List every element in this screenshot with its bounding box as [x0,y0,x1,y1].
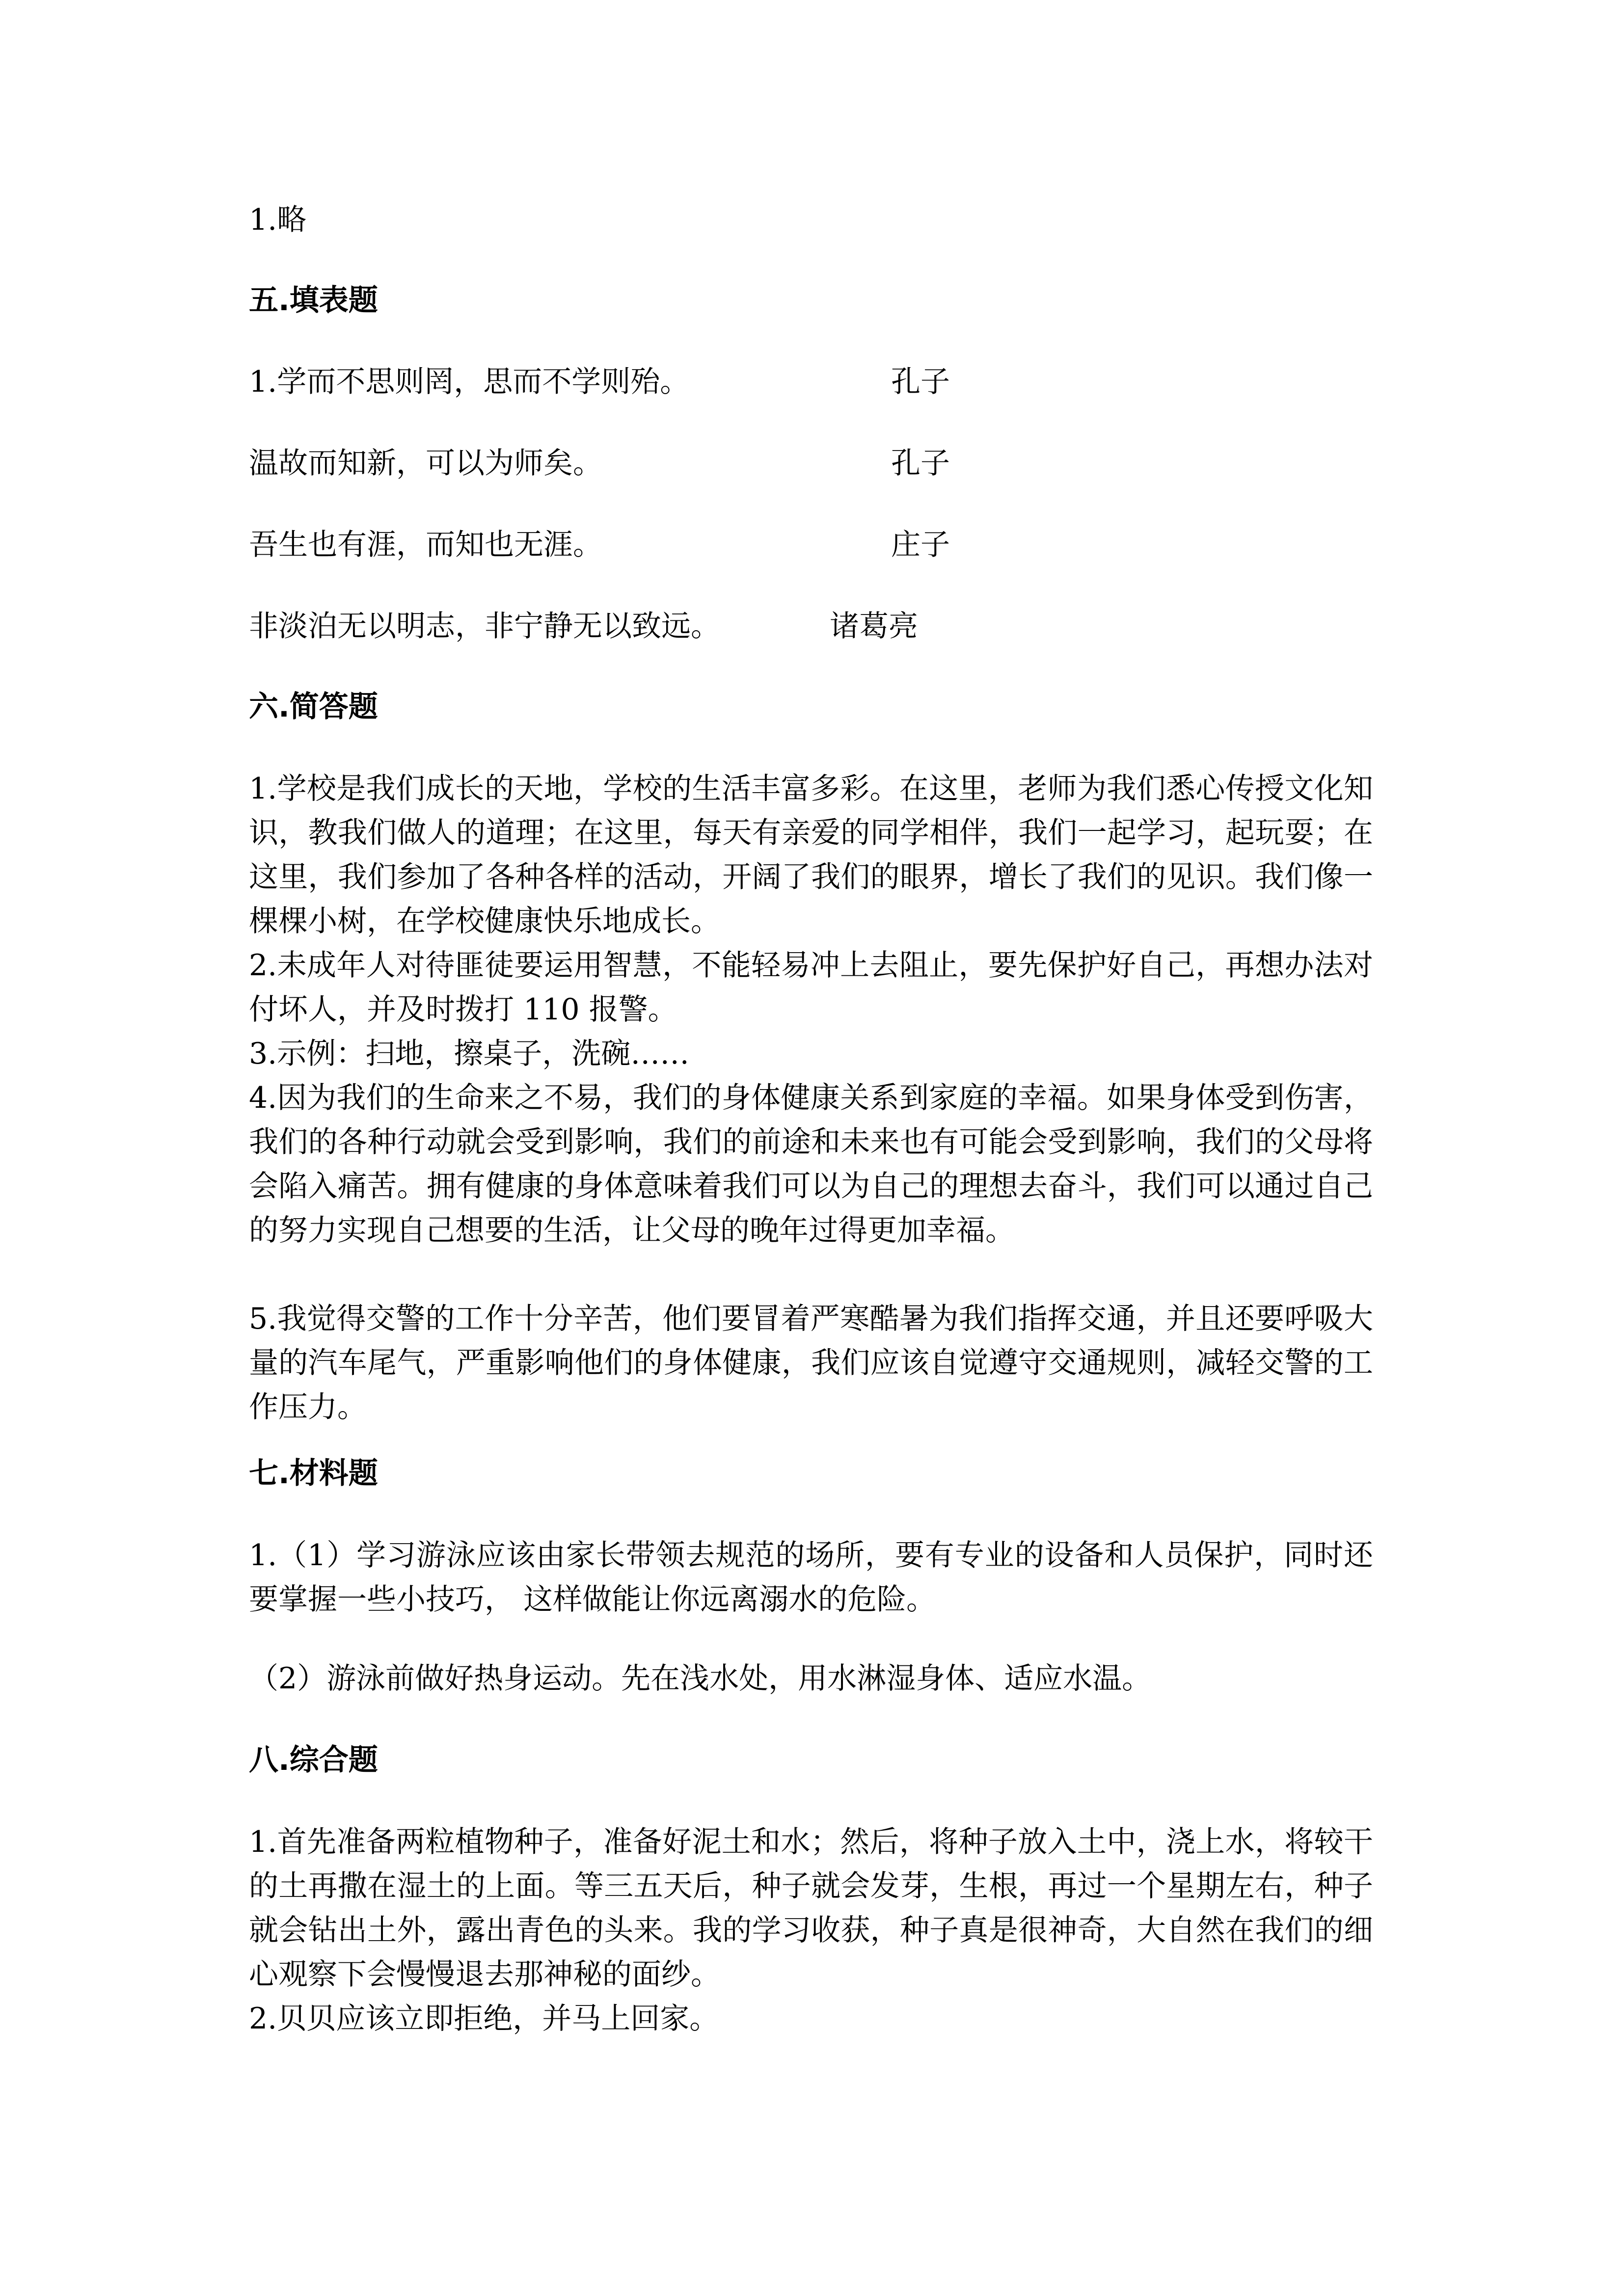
short-answer-4: 4.因为我们的生命来之不易，我们的身体健康关系到家庭的幸福。如果身体受到伤害，我们的各种行动就会受到影响，我们的前途和未来也有可能会受到影响，我们的父母将会陷入痛苦。拥有健康的身体意味着我们可以为自己的理想去奋斗，我们可以通过自己的努力实现自己想要的生活，让父母的晚年过得更加幸福。 [249,1081,1373,1248]
section-5-heading: 五.填表题 [249,283,378,318]
table-row-author: 庄子 [891,528,950,562]
material-answer-1: 1.（1）学习游泳应该由家长带领去规范的场所，要有专业的设备和人员保护，同时还要掌握一些小技巧， 这样做能让你远离溺水的危险。 [249,1538,1373,1617]
section-6-heading: 六.简答题 [249,690,378,724]
table-row-quote: 温故而知新，可以为师矣。 [249,446,602,481]
section-7-heading: 七.材料题 [249,1456,378,1491]
table-row-author: 诸葛亮 [830,609,918,643]
comprehensive-answer-2: 2.贝贝应该立即拒绝，并马上回家。 [249,2002,719,2036]
short-answer-2: 2.未成年人对待匪徒要运用智慧，不能轻易冲上去阻止，要先保护好自己，再想办法对付坏人，并及时拨打 110 报警。 [249,948,1373,1027]
table-row-author: 孔子 [891,446,950,481]
table-row-quote: 1.学而不思则罔，思而不学则殆。 [249,365,690,399]
table-row-quote: 非淡泊无以明志，非宁静无以致远。 [249,609,720,643]
short-answer-5: 5.我觉得交警的工作十分辛苦，他们要冒着严寒酷暑为我们指挥交通，并且还要呼吸大量的汽车尾气，严重影响他们的身体健康，我们应该自觉遵守交通规则，减轻交警的工作压力。 [249,1302,1373,1424]
material-answer-2: （2）游泳前做好热身运动。先在浅水处，用水淋湿身体、适应水温。 [249,1661,1152,1696]
answer-4-1: 1.略 [249,203,307,237]
table-row-author: 孔子 [891,365,950,399]
short-answer-1: 1.学校是我们成长的天地，学校的生活丰富多彩。在这里，老师为我们悉心传授文化知识，教我们做人的道理；在这里，每天有亲爱的同学相伴，我们一起学习，起玩耍；在这里，我们参加了各种各样的活动，开阔了我们的眼界，增长了我们的见识。我们像一棵棵小树，在学校健康快乐地成长。 [249,772,1373,938]
short-answer-3: 3.示例：扫地，擦桌子，洗碗…… [249,1037,690,1071]
comprehensive-answer-1: 1.首先准备两粒植物种子，准备好泥土和水；然后，将种子放入土中，浇上水，将较干的土再撒在湿土的上面。等三五天后，种子就会发芽，生根，再过一个星期左右，种子就会钻出土外，露出青色的头来。我的学习收获，种子真是很神奇，大自然在我们的细心观察下会慢慢退去那神秘的面纱。 [249,1825,1373,1992]
section-8-heading: 八.综合题 [249,1743,378,1777]
table-row-quote: 吾生也有涯，而知也无涯。 [249,528,602,562]
